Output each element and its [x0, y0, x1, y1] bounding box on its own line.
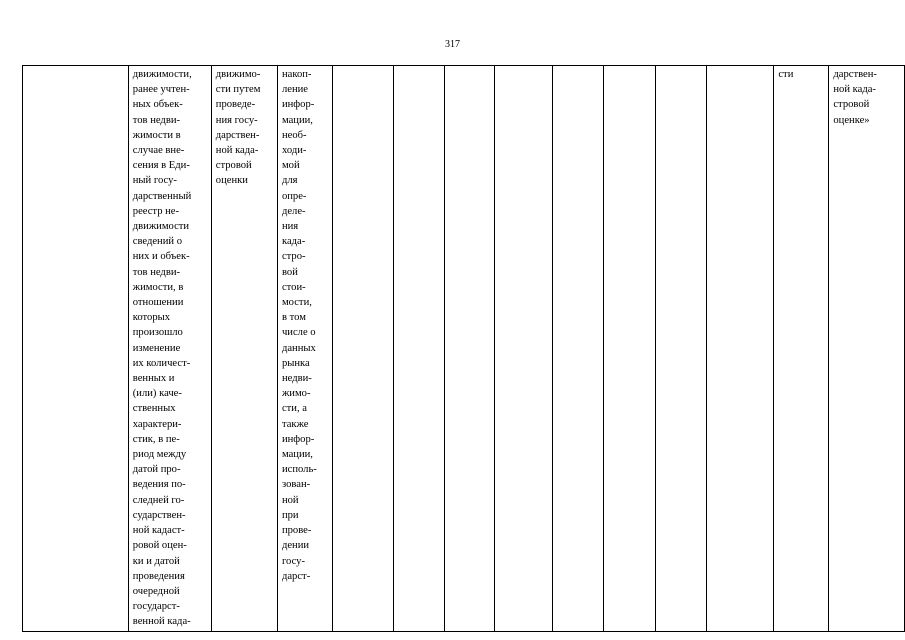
table-cell-8 — [495, 66, 553, 632]
table-row — [23, 66, 905, 632]
table-cell-6 — [393, 66, 444, 632]
table-cell-1 — [23, 66, 129, 632]
table-cell-4: накоп- ление инфор- мации, необ- ходи- мой для опре- деле- ния када- стро- вой стои- мости, в том числе о данных рынка недви- жимо- сти, а также инфор- мации, исполь- зован- ной при прове- дении госу- дарст- — [277, 66, 332, 632]
table-cell-2: движимости, ранее учтен- ных объек- тов недви- жимости в случае вне- сения в Еди- ный госу- дарственный реестр не- движимости сведений о них и объек- тов недви- жимости, в отношении которых произошло изменение их количест- венных и (или) каче- ственных характери- стик, в пе- риод между датой про- ведения по- следней го- сударствен- ной кадаст- ровой оцен- ки и датой проведения очередной государст- венной када- — [128, 66, 211, 632]
table-cell-10 — [603, 66, 655, 632]
table-cell-3: движимо- сти путем проведе- ния госу- дарствен- ной када- стровой оценки — [211, 66, 277, 632]
table-cell-11 — [655, 66, 706, 632]
document-table — [22, 65, 905, 632]
page-number: 317 — [445, 39, 460, 50]
table-cell-7 — [445, 66, 495, 632]
table-cell-9 — [553, 66, 603, 632]
table-cell-13: сти — [774, 66, 829, 632]
table-cell-12 — [707, 66, 774, 632]
table-cell-14: дарствен- ной када- стровой оценке» — [829, 66, 905, 632]
table-cell-5 — [333, 66, 394, 632]
